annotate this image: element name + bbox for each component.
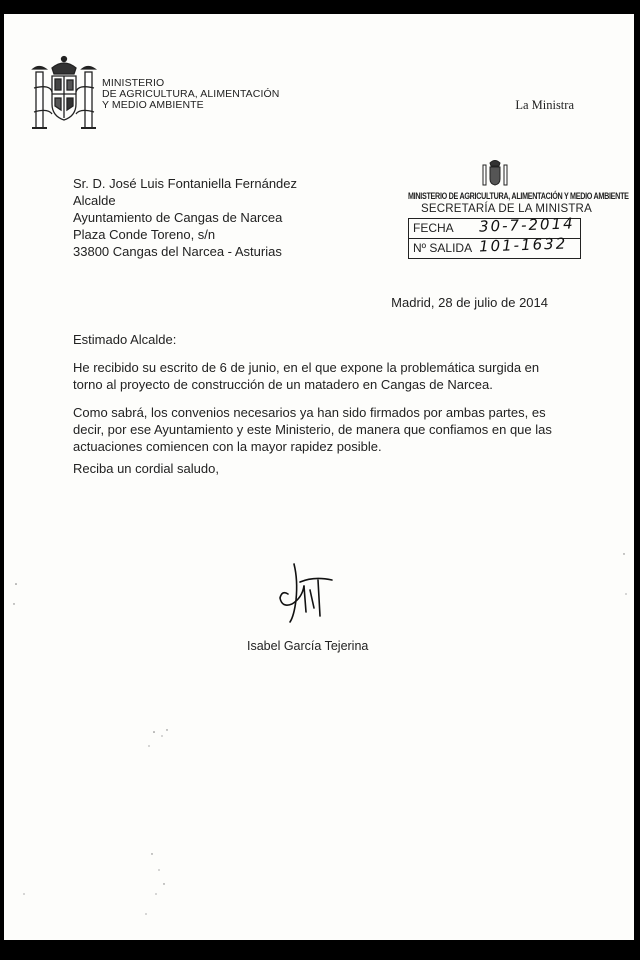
address-line: Ayuntamiento de Cangas de Narcea [73,210,283,225]
address-line: Alcalde [73,193,116,208]
greeting: Estimado Alcalde: [73,332,177,347]
stamp-exit-value: 101-1632 [478,234,568,256]
address-line: 33800 Cangas del Narcea - Asturias [73,244,282,259]
ministry-line: DE AGRICULTURA, ALIMENTACIÓN [102,88,280,100]
paragraph-2: Como sabrá, los convenios necesarios ya han sido firmados por ambas partes, es decir, por ese Ayuntamiento y este Ministerio, de manera que confiamos en que las actuaciones comiencen con la mayor rapidez posible. [73,405,552,454]
stamp-date-label: FECHA [413,221,454,235]
sender-role: La Ministra [515,98,574,112]
stamp-ministry: MINISTERIO DE AGRICULTURA, ALIMENTACIÓN Y MEDIO AMBIENTE [408,190,629,202]
scan-noise [4,14,634,940]
letter-page [4,14,634,940]
address-line: Plaza Conde Toreno, s/n [73,227,216,242]
stamp-exit-label: Nº SALIDA [413,241,473,255]
signatory-name: Isabel García Tejerina [247,639,369,653]
ministry-line: Y MEDIO AMBIENTE [102,99,204,111]
paragraph-1: He recibido su escrito de 6 de junio, en el que expone la problemática surgida en torno al proyecto de construcción de un matadero en Cangas de Narcea. [73,360,540,392]
stamp-secretariat: SECRETARÍA DE LA MINISTRA [421,203,592,215]
letter-date: Madrid, 28 de julio de 2014 [391,295,548,310]
closing: Reciba un cordial saludo, [73,461,219,476]
ministry-line: MINISTERIO [102,77,165,89]
address-line: Sr. D. José Luis Fontaniella Fernández [73,176,298,191]
stamp-date-value: 30-7-2014 [478,214,575,236]
